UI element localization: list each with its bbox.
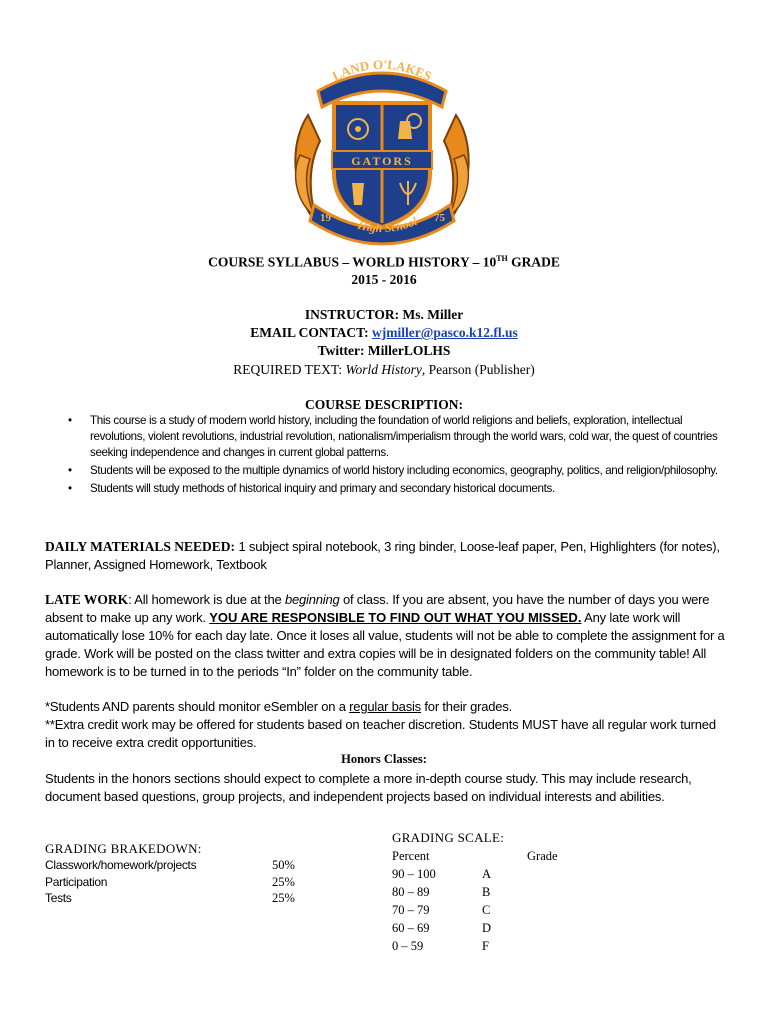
table-cell: 80 – 89 (392, 885, 430, 899)
required-text: REQUIRED TEXT: World History, Pearson (Publisher) (233, 362, 535, 377)
table-cell: B (482, 885, 491, 899)
late-work-section: LATE WORK: All homework is due at the beginning of class. If you are absent, you have the number of days you were absent to make up any work. YOU ARE RESPONSIBLE TO FIND OUT WHAT YOU MISSED. Any late work will automatically lose 10% for each day late. Once it loses all value, students will not be able to complete the assignment for a grade. Work will be posted on the class twitter and extra copies will be in designated folders on the community table! All homework is to be turned in to the periods “In” folder on the community table. (45, 592, 725, 679)
daily-materials: DAILY MATERIALS NEEDED: 1 subject spiral notebook, 3 ring binder, Loose-leaf paper, Pen, Highlighters (for notes), Planner, Assigned Homework, Textbook (45, 539, 720, 572)
table-cell: A (482, 867, 492, 881)
table-row: Participation (45, 875, 108, 889)
grading-scale-title: GRADING SCALE: (392, 830, 505, 845)
table-cell: 60 – 69 (392, 921, 430, 935)
table-cell: 25% (272, 891, 295, 905)
table-cell: 0 – 59 (392, 939, 424, 953)
table-row: Classwork/homework/projects (45, 858, 197, 872)
honors-heading: Honors Classes: (341, 752, 427, 766)
table-cell: 50% (272, 858, 295, 872)
table-row: Tests (45, 891, 72, 905)
crest-band-text: GATORS (351, 154, 413, 168)
grading-scale-percent-header: Percent (392, 849, 430, 863)
grading-breakdown-title: GRADING BRAKEDOWN: (45, 841, 202, 856)
esembler-note: *Students AND parents should monitor eSembler on a regular basis for their grades. (45, 699, 513, 714)
list-item: • This course is a study of modern world history, including the foundation of world religions and beliefs, exploration, intellectual revolutions, violent revolutions, industrial revolution, nationalism/imperialism through the world wars, cold war, the quest of countries seeking independence and changes in current global patterns. (68, 414, 718, 459)
instructor-line: INSTRUCTOR: Ms. Miller (304, 307, 464, 322)
email-link[interactable]: wjmiller@pasco.k12.fl.us (372, 325, 518, 340)
course-description-list (68, 413, 728, 499)
crest-year-right: 75 (434, 212, 445, 224)
grading-scale-grade-header: Grade (527, 849, 558, 863)
crest-banner-text: LAND O'LAKES (329, 56, 435, 84)
school-year: 2015 - 2016 (351, 272, 417, 287)
extra-credit-note: **Extra credit work may be offered for students based on teacher discretion. Students MUST have all regular work turned in to receive extra credit opportunities. (45, 717, 716, 750)
honors-text: Students in the honors sections should expect to complete a more in-depth course study. This may include research, document based questions, group projects, and independent projects based on individual interests and abilities. (45, 771, 692, 804)
crest-year-left: 19 (320, 212, 331, 224)
course-title: COURSE SYLLABUS – WORLD HISTORY – 10TH GRADE (208, 254, 560, 270)
course-description-heading: COURSE DESCRIPTION: (305, 397, 463, 412)
table-cell: C (482, 903, 491, 917)
twitter-line: Twitter: MillerLOLHS (317, 343, 451, 358)
list-item: • Students will study methods of historical inquiry and primary and secondary historical documents. (68, 482, 555, 495)
table-cell: 70 – 79 (392, 903, 430, 917)
table-cell: D (482, 921, 492, 935)
email-contact: EMAIL CONTACT: wjmiller@pasco.k12.fl.us (250, 325, 518, 340)
table-cell: F (482, 939, 489, 953)
list-item: • Students will be exposed to the multiple dynamics of world history including economics, geography, politics, and religion/philosophy. (68, 464, 718, 477)
table-cell: 90 – 100 (392, 867, 436, 881)
table-cell: 25% (272, 875, 295, 889)
school-crest-logo (288, 55, 476, 251)
crest-ribbon-text: High School (356, 214, 420, 236)
